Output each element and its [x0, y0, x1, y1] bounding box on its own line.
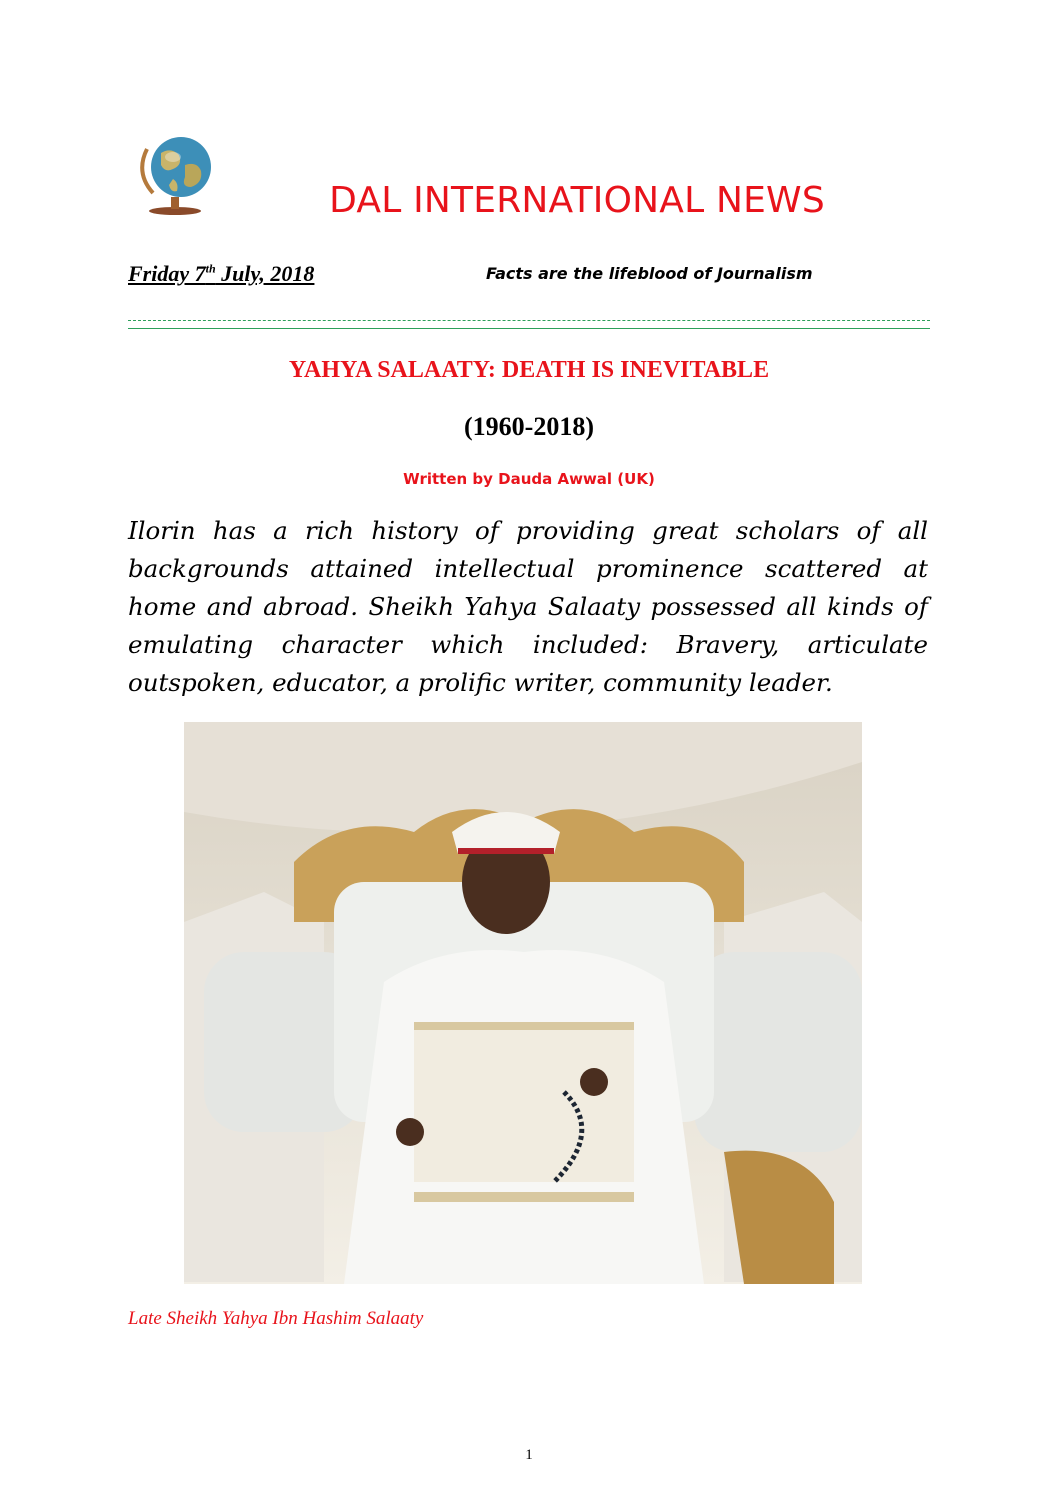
date-day: Friday 7 [128, 261, 206, 286]
masthead-title: DAL INTERNATIONAL NEWS [329, 180, 825, 221]
page-number: 1 [525, 1447, 533, 1463]
issue-date [128, 261, 314, 287]
article-headline: YAHYA SALAATY: DEATH IS INEVITABLE [288, 357, 770, 383]
article-photo [184, 722, 862, 1284]
photo-caption: Late Sheikh Yahya Ibn Hashim Salaaty [128, 1308, 424, 1329]
tagline: Facts are the lifeblood of Journalism [486, 264, 813, 283]
divider-solid [128, 328, 930, 329]
article-years: (1960-2018) [464, 412, 594, 441]
date-ordinal: th [205, 261, 216, 276]
divider-dashed [128, 320, 930, 321]
article-byline: Written by Dauda Awwal (UK) [403, 470, 655, 488]
article-body: Ilorin has a rich history of providing great scholars of all backgrounds attained intellectual prominence scattered at home and abroad. Sheikh Yahya Salaaty possessed all kinds of emulating character which included: Bravery, articulate outspoken, educator, a prolific writer, community leader. [128, 516, 928, 697]
date-rest: July, 2018 [215, 261, 315, 286]
